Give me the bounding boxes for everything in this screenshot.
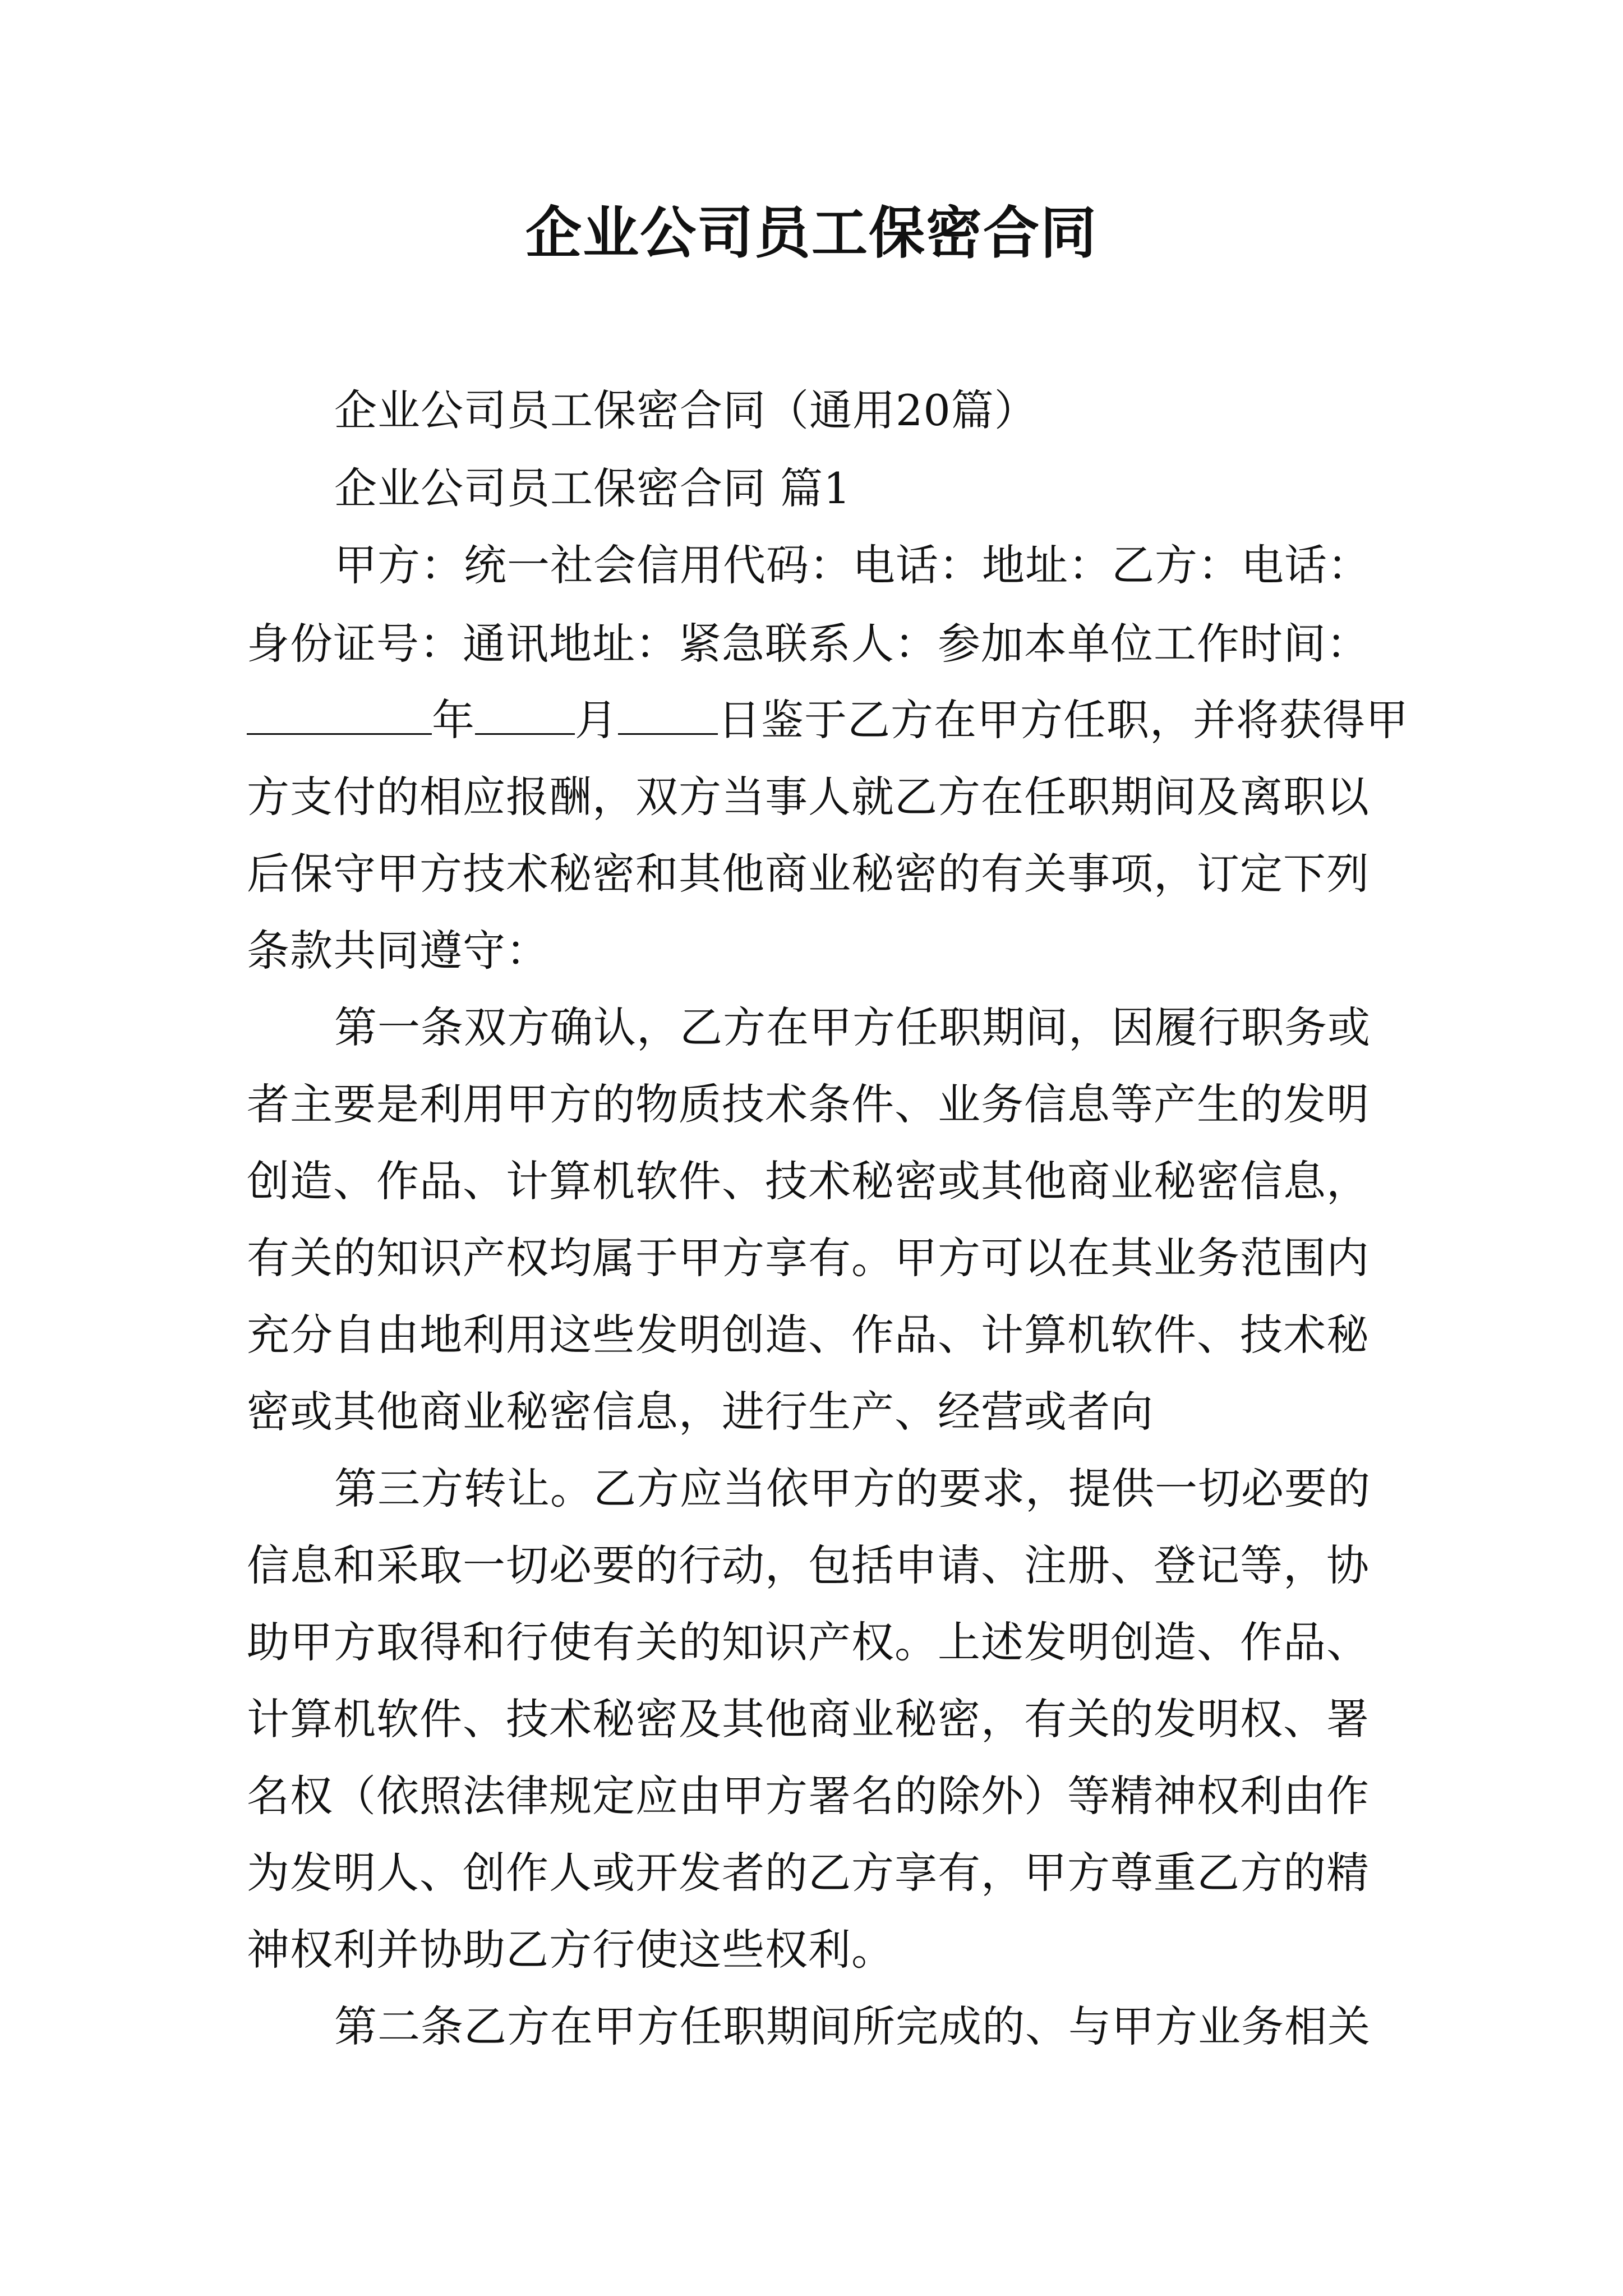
paragraph-line: 后保守甲方技术秘密和其他商业秘密的有关事项，订定下列 <box>247 849 1370 899</box>
section-heading: 企业公司员工保密合同 篇1 <box>334 463 851 513</box>
paragraph-line: 第二条乙方在甲方任职期间所完成的、与甲方业务相关 <box>334 2001 1371 2051</box>
date-fill-line <box>247 692 1409 748</box>
paragraph-line: 信息和采取一切必要的行动，包括申请、注册、登记等，协 <box>247 1540 1370 1590</box>
paragraph-line: 第三方转让。乙方应当依甲方的要求，提供一切必要的 <box>334 1464 1371 1513</box>
paragraph-line: 为发明人、创作人或开发者的乙方享有，甲方尊重乙方的精 <box>247 1848 1370 1898</box>
month-blank[interactable] <box>475 694 575 735</box>
paragraph-line: 条款共同遵守： <box>247 926 549 976</box>
paragraph-line: 助甲方取得和行使有关的知识产权。上述发明创造、作品、 <box>247 1617 1370 1667</box>
paragraph-line: 神权利并协助乙方行使这些权利。 <box>247 1925 895 1975</box>
subtitle-line: 企业公司员工保密合同（通用20篇） <box>334 385 1038 435</box>
day-blank[interactable] <box>618 694 718 735</box>
year-label: 年 <box>432 695 475 745</box>
date-line-rest: 日鉴于乙方在甲方任职，并将获得甲 <box>718 695 1409 745</box>
month-label: 月 <box>575 695 618 745</box>
paragraph-line: 充分自由地利用这些发明创造、作品、计算机软件、技术秘 <box>247 1310 1370 1360</box>
document-title: 企业公司员工保密合同 <box>525 200 1098 266</box>
paragraph-line: 者主要是利用甲方的物质技术条件、业务信息等产生的发明 <box>247 1079 1370 1129</box>
paragraph-line: 计算机软件、技术秘密及其他商业秘密，有关的发明权、署 <box>247 1694 1370 1744</box>
year-blank[interactable] <box>247 694 432 735</box>
paragraph-line: 密或其他商业秘密信息，进行生产、经营或者向 <box>247 1387 1154 1437</box>
paragraph-line: 名权（依照法律规定应由甲方署名的除外）等精神权利由作 <box>247 1771 1370 1821</box>
paragraph-line: 方支付的相应报酬，双方当事人就乙方在任职期间及离职以 <box>247 772 1370 822</box>
paragraph-line: 有关的知识产权均属于甲方享有。甲方可以在其业务范围内 <box>247 1233 1370 1283</box>
paragraph-line: 第一条双方确认，乙方在甲方任职期间，因履行职务或 <box>334 1002 1371 1052</box>
paragraph-line: 身份证号：通讯地址：紧急联系人：参加本单位工作时间： <box>247 619 1370 669</box>
paragraph-line: 甲方：统一社会信用代码：电话：地址：乙方：电话： <box>334 540 1371 590</box>
paragraph-line: 创造、作品、计算机软件、技术秘密或其他商业秘密信息， <box>247 1156 1370 1206</box>
